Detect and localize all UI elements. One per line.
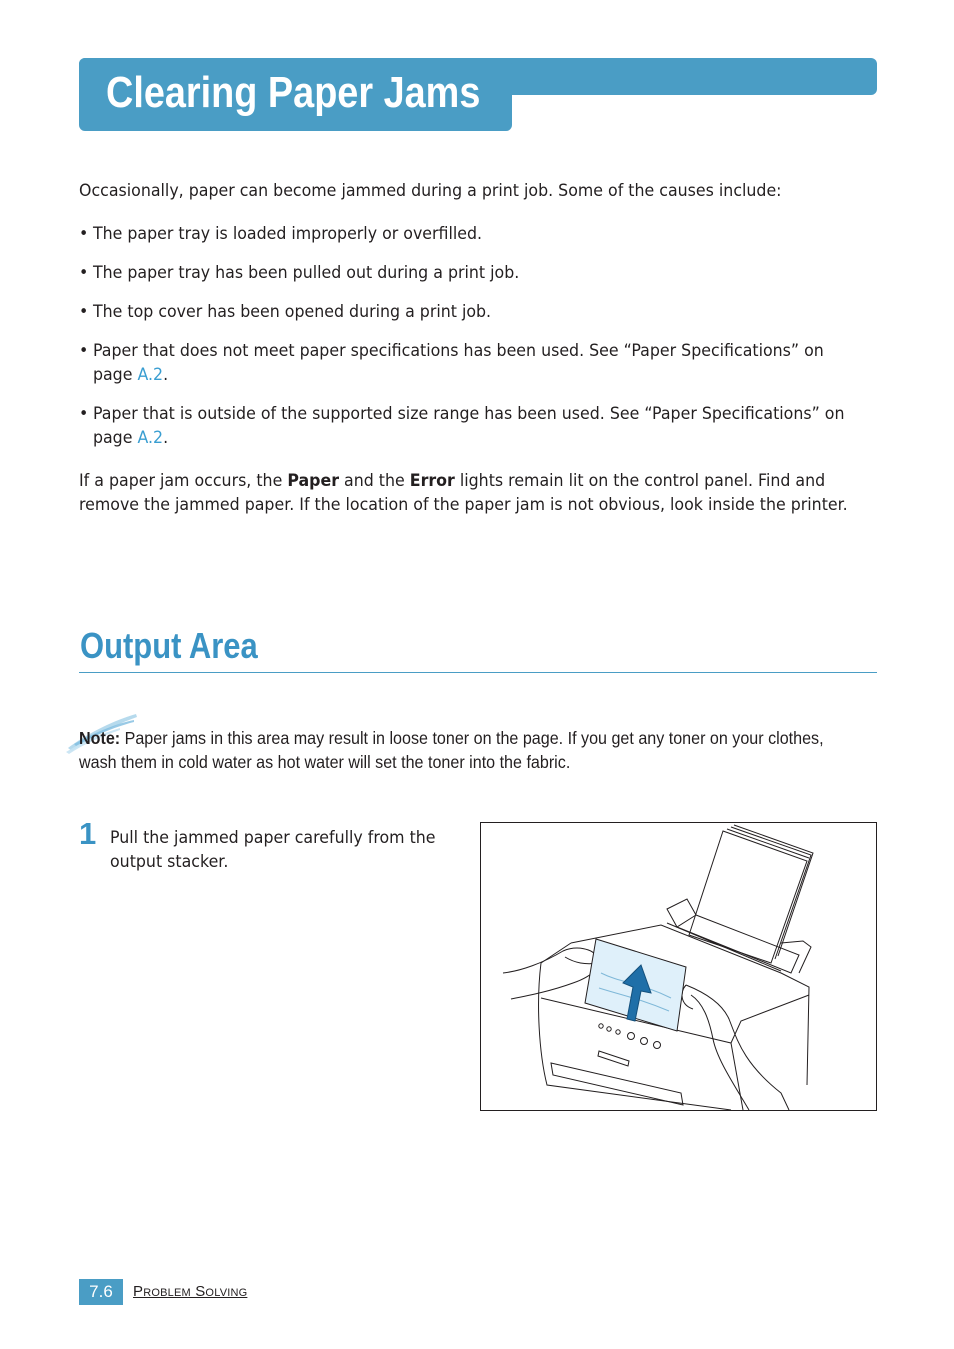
paper-light-label: Paper <box>287 471 340 491</box>
list-item-text: Paper that does not meet paper specifications has been used. See “Paper Specifications” on page <box>92 341 824 385</box>
list-item-text: Paper that is outside of the supported size range has been used. See “Paper Specifications” on page <box>92 404 845 448</box>
step-number: 1 <box>79 816 97 851</box>
list-item <box>79 339 860 387</box>
bullet-icon: • <box>79 302 89 322</box>
printer-drawing <box>481 823 876 1110</box>
note-paragraph <box>79 726 852 774</box>
page-number-badge: 7.6 <box>79 1279 123 1305</box>
section-divider <box>79 672 877 673</box>
bullet-icon: • <box>79 263 89 283</box>
list-item <box>79 402 860 450</box>
page-link-a2[interactable]: A.2 <box>137 365 164 385</box>
jam-text-3: lights remain lit on the control panel. Find and remove the jammed paper. If the location of the paper jam is not obvious, look inside the printer. <box>79 471 848 515</box>
list-item-text: The top cover has been opened during a print job. <box>92 302 492 322</box>
list-item <box>79 300 860 324</box>
paper-jam-paragraph <box>79 469 874 517</box>
section-title-output-area: Output Area <box>80 625 258 666</box>
bullet-icon: • <box>79 341 89 361</box>
list-item-tail: . <box>163 365 169 385</box>
list-item-text: The paper tray is loaded improperly or overfilled. <box>92 224 483 244</box>
step-text: Pull the jammed paper carefully from the output stacker. <box>110 828 436 872</box>
list-item-text: The paper tray has been pulled out during a print job. <box>92 263 520 283</box>
printer-illustration <box>480 822 877 1111</box>
note-label: Note: <box>79 728 121 748</box>
error-light-label: Error <box>409 471 455 491</box>
note-body: Paper jams in this area may result in loose toner on the page. If you get any toner on your clothes, wash them in cold water as hot water will set the toner into the fabric. <box>79 728 824 772</box>
list-item-tail: . <box>163 428 169 448</box>
bullet-icon: • <box>79 224 89 244</box>
page-link-a2[interactable]: A.2 <box>137 428 164 448</box>
jam-text-2: and the <box>339 471 410 491</box>
footer-section-link[interactable]: Problem Solving <box>133 1283 248 1300</box>
list-item <box>79 222 860 246</box>
bullet-icon: • <box>79 404 89 424</box>
causes-list <box>79 222 919 450</box>
intro-paragraph: Occasionally, paper can become jammed during a print job. Some of the causes include: <box>79 181 782 201</box>
list-item <box>79 261 860 285</box>
page-title: Clearing Paper Jams <box>106 68 481 117</box>
jam-text-1: If a paper jam occurs, the <box>79 471 288 491</box>
